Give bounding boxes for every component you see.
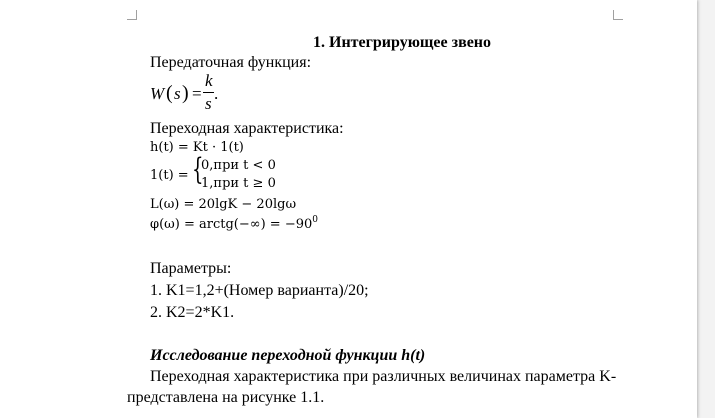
formula-denominator: s [205, 94, 212, 113]
equation-h: h(t) = Kt · 1(t) [150, 140, 244, 155]
equation-phase-superscript: 0 [312, 215, 318, 225]
formula-trailing-period: . [214, 84, 219, 103]
equation-step-case-1: 0,при t < 0 [201, 158, 276, 173]
crop-mark-top-left [127, 10, 137, 20]
formula-numerator: k [205, 71, 213, 90]
equation-phase [150, 217, 318, 234]
equation-phase-body: φ(ω) = arctg(−∞) = −90 [150, 217, 313, 232]
body-paragraph-line-2: представлена на рисунке 1.1. [127, 389, 325, 406]
equation-log-magnitude: L(ω) = 20lgK − 20lgω [150, 197, 297, 212]
fraction-bar [203, 92, 214, 93]
body-paragraph-line-1: Переходная характеристика при различных величинах параметра K- [150, 368, 617, 385]
formula-s-argument: s [174, 84, 181, 103]
section-title: 1. Интегрирующее звено [313, 34, 492, 51]
transfer-function-label: Передаточная функция: [150, 54, 312, 71]
equation-step-lhs: 1(t) = [150, 168, 189, 183]
formula-paren-open: ( [166, 82, 173, 104]
subsection-title: Исследование переходной функции h(t) [150, 347, 426, 364]
parameter-item-2: 2. K2=2*K1. [150, 304, 235, 321]
formula-w-symbol: W [150, 84, 165, 103]
transient-response-label: Переходная характеристика: [150, 120, 344, 137]
parameters-label: Параметры: [150, 260, 232, 277]
equation-step-case-2: 1,при t ≥ 0 [201, 176, 276, 191]
formula-equals: = [192, 84, 202, 103]
formula-paren-close: ) [182, 82, 189, 104]
parameter-item-1: 1. K1=1,2+(Номер варианта)/20; [150, 282, 369, 299]
crop-mark-top-right [613, 10, 623, 20]
equation-step-brace: { [192, 152, 204, 187]
